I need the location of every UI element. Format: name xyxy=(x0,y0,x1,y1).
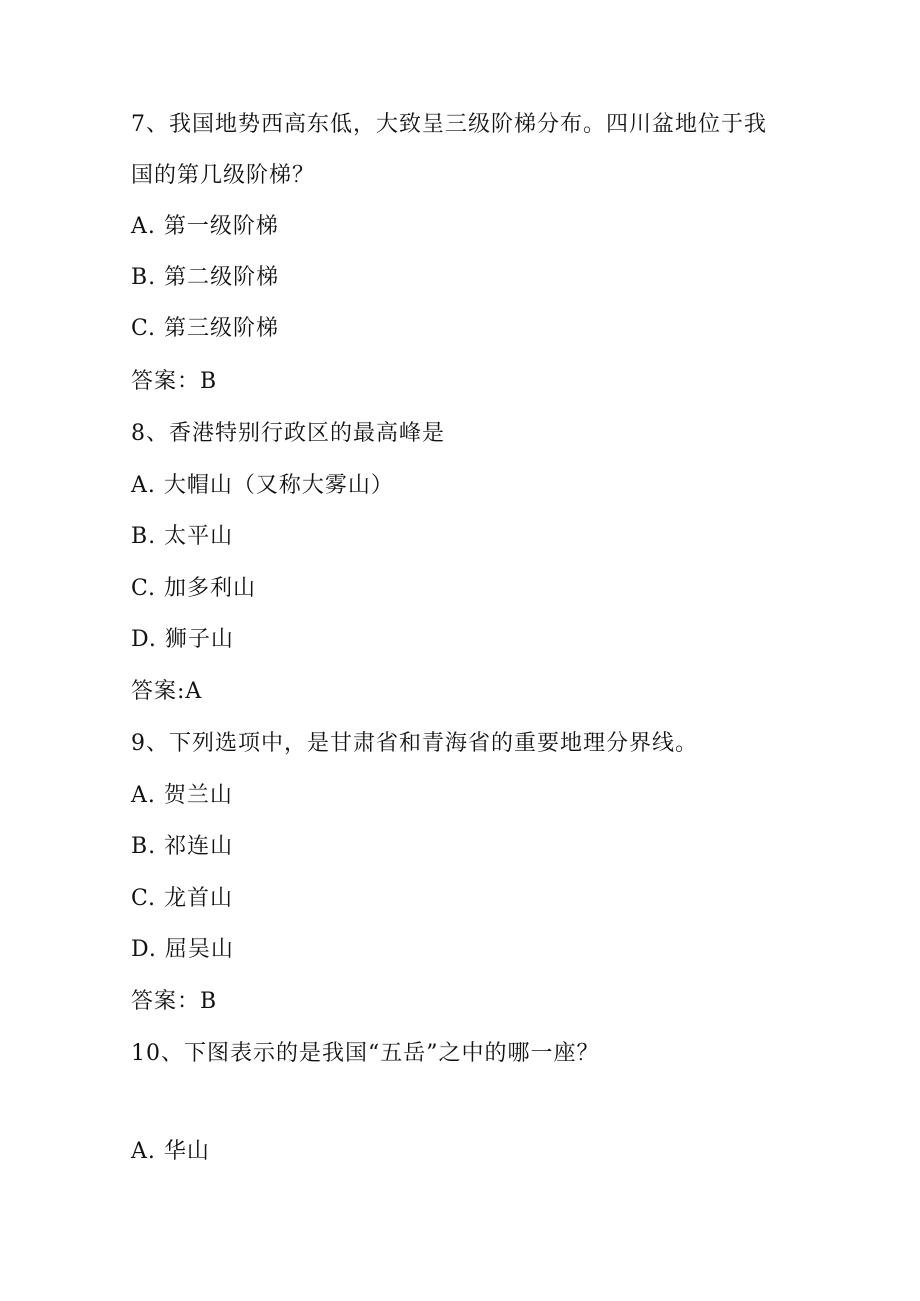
q9-option-d: D. 屈吴山 xyxy=(131,937,234,962)
q8-option-b: B. 太平山 xyxy=(131,524,234,549)
q7-question-line-1: 7、我国地势西高东低，大致呈三级阶梯分布。四川盆地位于我 xyxy=(131,112,767,137)
q9-answer: 答案：B xyxy=(131,989,218,1014)
q8-option-d: D. 狮子山 xyxy=(131,627,234,652)
q9-option-b: B. 祁连山 xyxy=(131,834,234,859)
q9-option-c: C. 龙首山 xyxy=(131,886,234,911)
q10-option-a: A. 华山 xyxy=(131,1139,210,1164)
q9-question: 9、下列选项中，是甘肃省和青海省的重要地理分界线。 xyxy=(131,731,698,756)
q7-question-line-2: 国的第几级阶梯？ xyxy=(131,163,316,188)
q7-answer: 答案：B xyxy=(131,369,218,394)
q8-answer: 答案:A xyxy=(131,679,203,704)
q8-question: 8、香港特别行政区的最高峰是 xyxy=(131,421,445,446)
q10-question: 10、下图表示的是我国“五岳”之中的哪一座？ xyxy=(131,1041,600,1066)
q7-option-b: B. 第二级阶梯 xyxy=(131,265,280,290)
q7-option-a: A. 第一级阶梯 xyxy=(131,214,279,239)
q8-option-a: A. 大帽山（又称大雾山） xyxy=(131,473,394,498)
q7-option-c: C. 第三级阶梯 xyxy=(131,316,280,341)
q8-option-c: C. 加多利山 xyxy=(131,576,257,601)
q9-option-a: A. 贺兰山 xyxy=(131,783,233,808)
